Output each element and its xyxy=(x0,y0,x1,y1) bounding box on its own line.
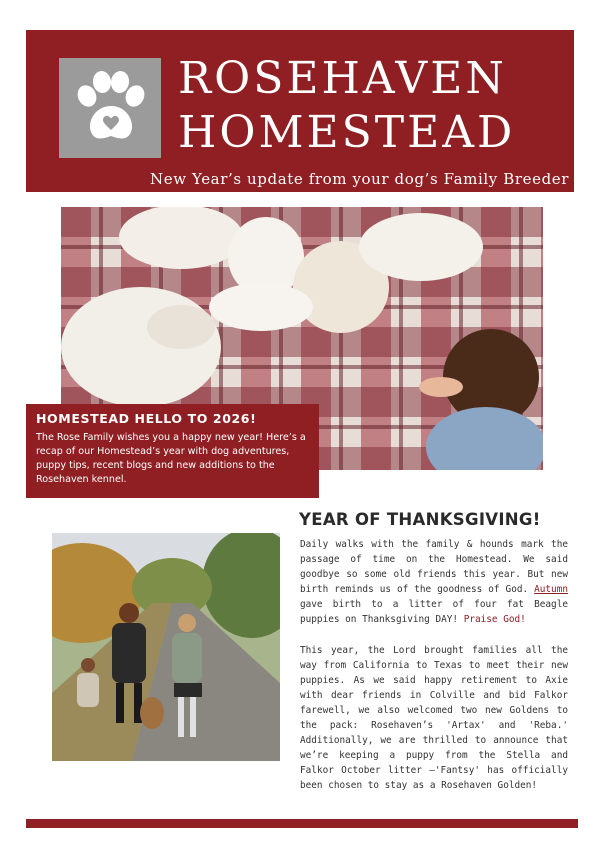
paragraph-1 xyxy=(300,537,568,628)
page-title xyxy=(178,52,558,160)
p1-text-before: Daily walks with the family & hounds mark the passage of time on the Homestead. We said goodbye so some old friends this year. But new birth reminds us of the goodness of God. xyxy=(300,539,568,596)
section-title-thanksgiving: YEAR OF THANKSGIVING! xyxy=(299,510,541,529)
hello-text: The Rose Family wishes you a happy new year! Here’s a recap of our Homestead’s year with dog adventures, puppy tips, recent blogs and new additions to the Rosehaven kennel. xyxy=(36,432,306,485)
logo xyxy=(59,58,161,158)
tagline: New Year’s update from your dog’s Family Breeder xyxy=(150,170,570,188)
p1-text-after: gave birth to a litter of four fat Beagle puppies on Thanksgiving DAY! xyxy=(300,599,568,626)
family-walk-photo xyxy=(52,533,280,761)
hello-callout xyxy=(26,404,319,498)
autumn-link[interactable]: Autumn xyxy=(534,584,568,596)
thanksgiving-body xyxy=(300,537,568,809)
footer-bar xyxy=(26,819,578,828)
paragraph-2: This year, the Lord brought families all the way from California to Texas to meet their new puppies. As we said happy retirement to Axie with dear friends in Colville and bid Falkor farewell, we also welcomed two new Goldens to the pack: Rosehaven’s 'Artax' and 'Reba.' Additionally, we are thrilled to announce that we’re keeping a puppy from the Stella and Falkor October litter —'Fantsy' has officially been chosen to stay as a Rosehaven Golden! xyxy=(300,644,568,792)
paw-heart-icon xyxy=(73,70,147,146)
praise-text: Praise God! xyxy=(463,614,526,626)
header-banner xyxy=(26,30,574,192)
hello-title: HOMESTEAD HELLO TO 2026! xyxy=(36,411,257,426)
title-line-2: HOMESTEAD xyxy=(178,107,516,158)
title-line-1: ROSEHAVEN xyxy=(178,53,507,104)
